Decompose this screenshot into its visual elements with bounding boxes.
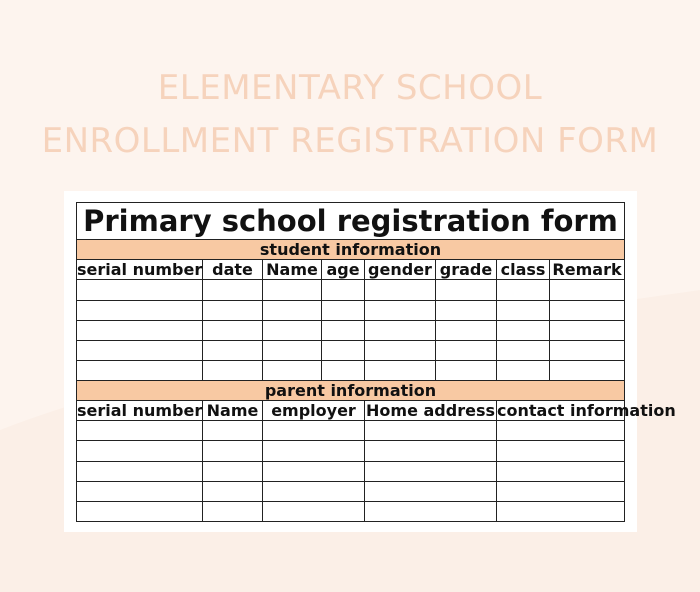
table-cell[interactable]	[497, 320, 550, 340]
table-cell[interactable]	[203, 300, 263, 320]
heading-line-1: ELEMENTARY SCHOOL	[157, 68, 543, 108]
table-cell[interactable]	[322, 300, 365, 320]
table-cell[interactable]	[550, 320, 625, 340]
table-cell[interactable]	[497, 421, 625, 441]
table-cell[interactable]	[550, 340, 625, 360]
table-cell[interactable]	[436, 340, 497, 360]
table-cell[interactable]	[365, 300, 436, 320]
table-row	[77, 481, 625, 501]
parent-column-headers	[77, 401, 625, 421]
table-cell[interactable]	[436, 280, 497, 300]
table-cell[interactable]	[436, 320, 497, 340]
table-cell[interactable]	[497, 360, 550, 380]
table-row	[77, 421, 625, 441]
table-cell[interactable]	[77, 481, 203, 501]
column-header: date	[203, 260, 263, 280]
column-header: gender	[365, 260, 436, 280]
table-cell[interactable]	[263, 441, 365, 461]
column-header: Name	[263, 260, 322, 280]
column-header: Name	[203, 401, 263, 421]
table-row	[77, 360, 625, 380]
table-cell[interactable]	[497, 441, 625, 461]
table-cell[interactable]	[436, 300, 497, 320]
form-title: Primary school registration form	[77, 203, 625, 240]
table-cell[interactable]	[263, 461, 365, 481]
table-cell[interactable]	[322, 320, 365, 340]
column-header: contact information	[497, 401, 676, 421]
table-cell[interactable]	[77, 421, 203, 441]
table-cell[interactable]	[497, 461, 625, 481]
column-header: Remark	[550, 260, 625, 280]
table-row	[77, 441, 625, 461]
registration-form	[76, 202, 676, 522]
student-column-headers	[77, 260, 625, 280]
table-cell[interactable]	[365, 461, 497, 481]
table-cell[interactable]	[203, 280, 263, 300]
table-cell[interactable]	[365, 481, 497, 501]
table-cell[interactable]	[322, 280, 365, 300]
student-section-header: student information	[77, 240, 625, 260]
table-cell[interactable]	[77, 501, 203, 521]
table-cell[interactable]	[203, 501, 263, 521]
column-header: serial number	[77, 260, 203, 280]
column-header: age	[322, 260, 365, 280]
column-header: employer	[263, 401, 365, 421]
column-header: serial number	[77, 401, 203, 421]
table-cell[interactable]	[497, 300, 550, 320]
table-row	[77, 501, 625, 521]
table-cell[interactable]	[77, 320, 203, 340]
table-cell[interactable]	[263, 280, 322, 300]
table-row	[77, 300, 625, 320]
table-cell[interactable]	[365, 441, 497, 461]
column-header: Home address	[366, 401, 495, 421]
table-cell[interactable]	[550, 360, 625, 380]
table-cell[interactable]	[77, 441, 203, 461]
table-row	[77, 340, 625, 360]
table-cell[interactable]	[263, 300, 322, 320]
table-cell[interactable]	[77, 360, 203, 380]
table-row	[77, 320, 625, 340]
table-cell[interactable]	[203, 441, 263, 461]
table-cell[interactable]	[322, 360, 365, 380]
table-cell[interactable]	[322, 340, 365, 360]
table-cell[interactable]	[203, 340, 263, 360]
table-cell[interactable]	[203, 481, 263, 501]
column-header: grade	[436, 260, 497, 280]
table-cell[interactable]	[365, 501, 497, 521]
table-cell[interactable]	[365, 360, 436, 380]
table-cell[interactable]	[77, 300, 203, 320]
table-cell[interactable]	[203, 421, 263, 441]
table-cell[interactable]	[550, 300, 625, 320]
table-cell[interactable]	[497, 340, 550, 360]
parent-section-header: parent information	[77, 381, 625, 401]
table-cell[interactable]	[263, 501, 365, 521]
registration-table	[76, 202, 676, 522]
table-cell[interactable]	[436, 360, 497, 380]
table-cell[interactable]	[497, 501, 625, 521]
table-cell[interactable]	[263, 421, 365, 441]
table-cell[interactable]	[203, 461, 263, 481]
table-row	[77, 461, 625, 481]
table-cell[interactable]	[77, 340, 203, 360]
table-cell[interactable]	[365, 280, 436, 300]
column-header: class	[497, 260, 550, 280]
table-cell[interactable]	[365, 340, 436, 360]
table-cell[interactable]	[497, 481, 625, 501]
table-cell[interactable]	[263, 481, 365, 501]
table-cell[interactable]	[203, 320, 263, 340]
table-cell[interactable]	[263, 320, 322, 340]
table-cell[interactable]	[550, 280, 625, 300]
table-cell[interactable]	[263, 340, 322, 360]
table-cell[interactable]	[497, 280, 550, 300]
table-cell[interactable]	[365, 320, 436, 340]
table-cell[interactable]	[77, 461, 203, 481]
table-cell[interactable]	[203, 360, 263, 380]
heading-line-2: ENROLLMENT REGISTRATION FORM	[41, 121, 659, 161]
table-cell[interactable]	[263, 360, 322, 380]
table-cell[interactable]	[365, 421, 497, 441]
table-row	[77, 280, 625, 300]
table-cell[interactable]	[77, 280, 203, 300]
